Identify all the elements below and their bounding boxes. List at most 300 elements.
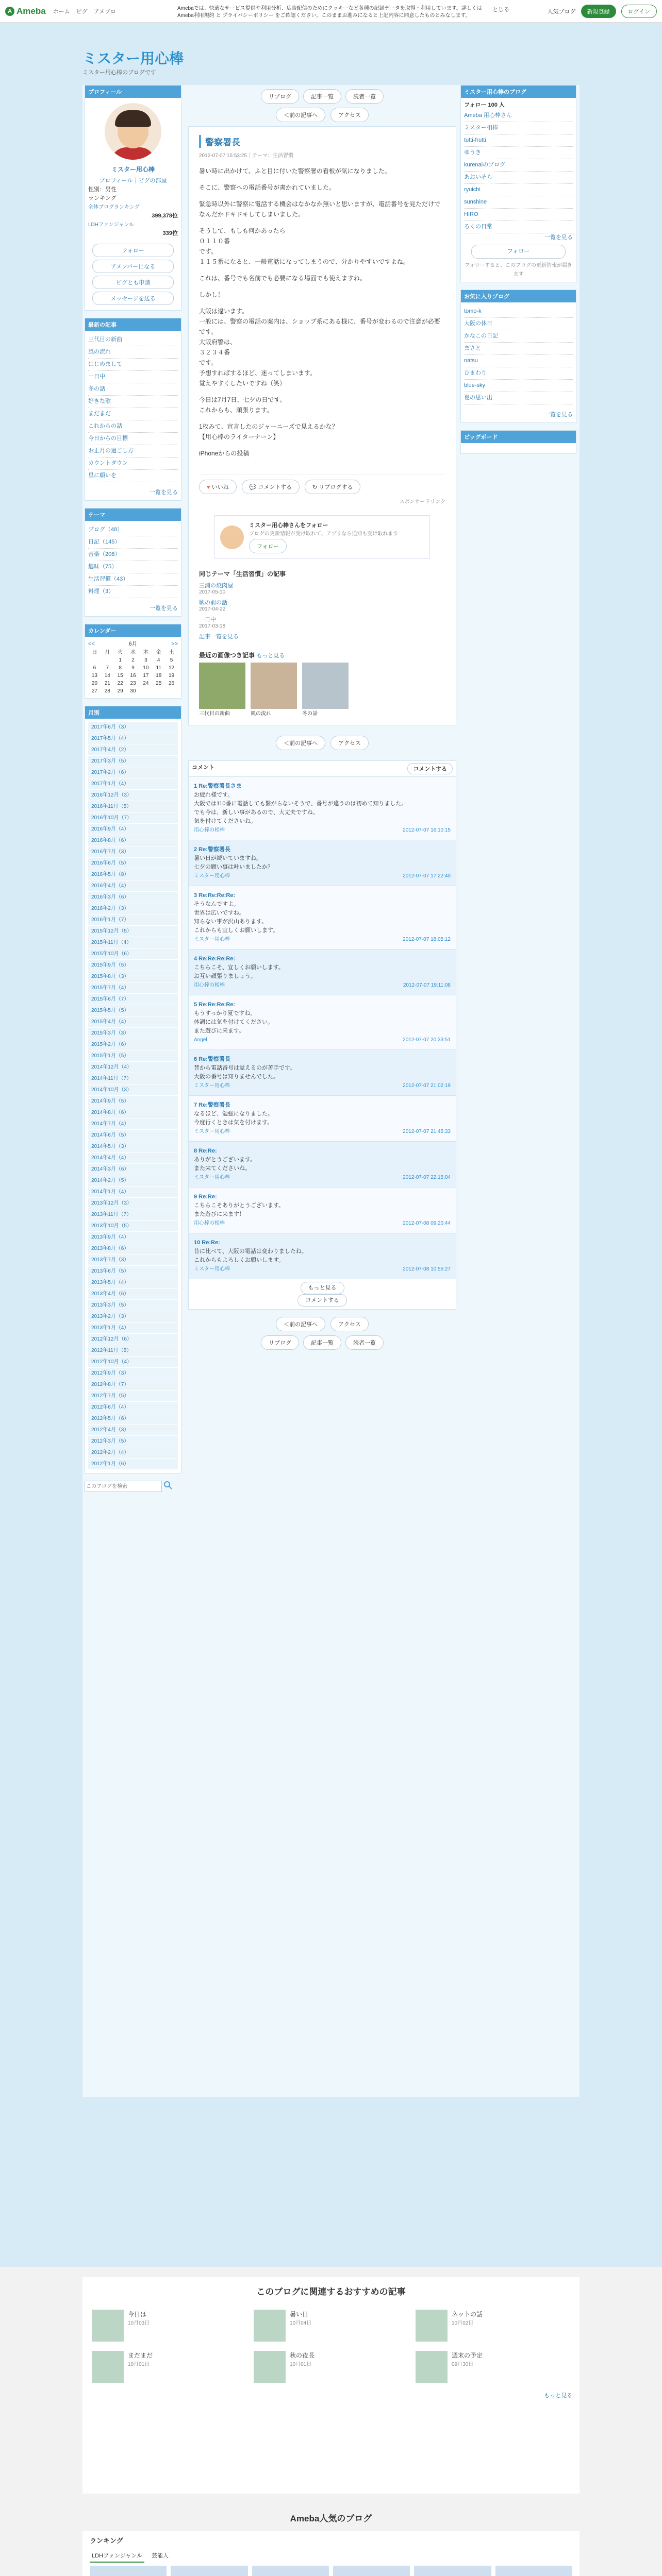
recommend-text — [128, 2310, 150, 2326]
latest-article-link[interactable]: まだまだ — [88, 408, 178, 420]
calendar-day[interactable]: 24 — [143, 681, 149, 686]
calendar-day[interactable]: 8 — [119, 665, 122, 671]
prev-article-button[interactable]: ＜前の記事へ — [276, 108, 325, 122]
prev-article-footer[interactable]: ＜前の記事へ — [276, 1317, 325, 1331]
comment-button[interactable]: 💬 コメントする — [242, 480, 300, 494]
comment-write-button[interactable]: コメントする — [407, 763, 453, 774]
popular-grid — [199, 663, 445, 717]
archive-month-link[interactable]: 2013年3月（5） — [88, 1300, 178, 1311]
article-paragraph: そこに、警察への電話番号が書かれていました。 — [199, 184, 336, 191]
recommend-more[interactable]: もっと見る — [544, 2393, 572, 2399]
comment-write-bottom[interactable]: コメントする — [297, 1294, 347, 1307]
recommend-text — [452, 2310, 483, 2326]
right-sidebar — [460, 85, 576, 461]
comment-item — [189, 1142, 456, 1188]
archive-month-link[interactable]: 2015年9月（5） — [88, 960, 178, 971]
follow-blog-link[interactable]: あおいそら — [464, 172, 573, 184]
follow-blog-link[interactable]: tutti-frutti — [464, 134, 573, 147]
archive-month-link[interactable]: 2014年4月（4） — [88, 1153, 178, 1164]
archive-month-link[interactable]: 2014年9月（5） — [88, 1096, 178, 1107]
profile-link[interactable]: プロフィール｜ピグの部屋 — [99, 178, 167, 184]
comment-title: 3 Re:Re:Re:Re: — [194, 892, 236, 899]
archive-month-link[interactable]: 2013年9月（4） — [88, 1232, 178, 1243]
archive-month-link[interactable]: 2015年6月（7） — [88, 994, 178, 1005]
popular-more[interactable]: もっと見る — [256, 653, 285, 659]
register-button[interactable]: 新規登録 — [581, 5, 616, 18]
ranking-item[interactable] — [495, 2566, 572, 2576]
same-theme-more[interactable]: 記事一覧を見る — [199, 634, 239, 640]
favorite-blog-link[interactable]: ひまわり — [464, 367, 573, 380]
archive-month-link[interactable]: 2013年6月（5） — [88, 1266, 178, 1277]
calendar-day — [165, 687, 178, 695]
comment-date: 2012-07-08 09:20:44 — [403, 1221, 451, 1226]
ranking-tab-ldh[interactable]: LDHファンジャンル — [90, 2549, 144, 2563]
follow-blog-link[interactable]: kurenaiのブログ — [464, 159, 573, 172]
archive-month-link[interactable]: 2012年5月（6） — [88, 1413, 178, 1425]
pig-board-header: ピッグボード — [461, 431, 576, 443]
comment-meta — [194, 1173, 451, 1182]
archive-month-link[interactable]: 2013年10月（5） — [88, 1221, 178, 1232]
reader-list-bottom[interactable]: 読者一覧 — [345, 1335, 384, 1350]
archive-month-link[interactable]: 2017年1月（4） — [88, 778, 178, 790]
archive-month-link[interactable]: 2015年12月（5） — [88, 926, 178, 937]
archive-month-link[interactable]: 2013年8月（6） — [88, 1243, 178, 1255]
follow-box-button[interactable]: フォロー — [471, 245, 566, 259]
author-follow-text: ミスター用心棒さんをフォロー — [249, 522, 328, 529]
nav-home[interactable]: ホーム — [53, 8, 70, 15]
article-paragraph: 1枚みて、宣言したのジャーニーズで見えるかな？ 【用心棒のライターナーン】 — [199, 423, 338, 440]
recommend-thumbnail[interactable] — [416, 2310, 448, 2342]
archive-month-link[interactable]: 2016年11月（5） — [88, 801, 178, 812]
theme-link[interactable]: 日記（145） — [88, 536, 178, 549]
favorite-blog-link[interactable]: 夏の思い出 — [464, 392, 573, 404]
same-theme-header: 同じテーマ「生活習慣」の記事 — [199, 570, 286, 578]
comment-author[interactable]: ミスター用心棒 — [194, 1083, 230, 1089]
popular-thumbnail[interactable] — [251, 663, 297, 709]
bottom-actions — [188, 1335, 456, 1350]
calendar-day[interactable]: 28 — [104, 688, 110, 694]
popular-thumbnail[interactable] — [199, 663, 245, 709]
comment-meta — [194, 1265, 451, 1274]
archive-month-link[interactable]: 2013年7月（3） — [88, 1255, 178, 1266]
calendar-day[interactable]: 3 — [144, 657, 147, 663]
theme-link[interactable]: ブログ（48） — [88, 524, 178, 536]
recommend-item[interactable] — [92, 2351, 246, 2383]
calendar-day[interactable]: 26 — [169, 681, 175, 686]
archive-month-link[interactable]: 2012年4月（3） — [88, 1425, 178, 1436]
comment-meta — [194, 826, 451, 835]
archive-month-link[interactable]: 2015年8月（3） — [88, 971, 178, 982]
archive-month-link[interactable]: 2012年8月（7） — [88, 1379, 178, 1391]
latest-article-link[interactable]: はじめまして — [88, 359, 178, 371]
calendar-next[interactable]: >> — [171, 641, 178, 647]
article-paragraph: iPhoneからの投稿 — [199, 450, 250, 457]
footer-article-nav — [188, 1317, 456, 1331]
archive-month-link[interactable]: 2015年5月（5） — [88, 1005, 178, 1016]
ranking-thumbnail[interactable] — [252, 2566, 329, 2576]
ranking-item[interactable] — [90, 2566, 167, 2576]
calendar-day[interactable]: 7 — [106, 665, 109, 671]
follow-blog-link[interactable]: sunshine — [464, 196, 573, 209]
calendar-day[interactable]: 4 — [157, 657, 160, 663]
archive-month-link[interactable]: 2014年6月（5） — [88, 1130, 178, 1141]
calendar-weekday: 土 — [169, 650, 174, 655]
top-article-nav — [188, 108, 456, 122]
article — [188, 126, 456, 725]
same-theme-date: 2017-03-18 — [199, 623, 226, 629]
archive-month-link[interactable]: 2012年6月（4） — [88, 1402, 178, 1413]
ranking-item[interactable] — [414, 2566, 491, 2576]
favorite-blog-link[interactable]: natsu — [464, 355, 573, 367]
ranking-thumbnail[interactable] — [495, 2566, 572, 2576]
archive-month-link[interactable]: 2014年12月（4） — [88, 1062, 178, 1073]
comment-author[interactable]: 用心棒の相棒 — [194, 982, 225, 988]
ranking-row — [82, 2563, 580, 2576]
avatar[interactable] — [105, 103, 161, 160]
same-theme-item — [199, 615, 445, 629]
comment-author[interactable]: Angel — [194, 1037, 207, 1043]
profile-gender: 性別：男性 — [88, 187, 117, 193]
calendar-prev[interactable]: << — [88, 641, 95, 647]
calendar-day[interactable]: 22 — [117, 681, 123, 686]
amember-button[interactable]: アメンバーになる — [92, 260, 174, 273]
follow-blog-link[interactable]: ろくの日常 — [464, 221, 573, 233]
comment-body: 暑い日が続いていますね。 七夕の願い事は叶いましたか？ — [194, 855, 273, 870]
ameba-logo[interactable]: A Ameba — [5, 6, 46, 16]
calendar-day — [152, 687, 165, 695]
notice-close-button[interactable]: とじる — [492, 7, 509, 13]
ranking-item[interactable] — [333, 2566, 410, 2576]
calendar-day[interactable]: 20 — [91, 681, 97, 686]
search-input[interactable] — [85, 1481, 162, 1492]
calendar-day[interactable]: 9 — [131, 665, 135, 671]
reblog-button[interactable]: リブログ — [261, 89, 299, 104]
favorite-blog-link[interactable]: blue-sky — [464, 380, 573, 392]
theme-link[interactable]: 生活習慣（43） — [88, 573, 178, 586]
archive-month-link[interactable]: 2014年7月（4） — [88, 1118, 178, 1130]
archive-month-link[interactable]: 2013年11月（7） — [88, 1209, 178, 1221]
calendar-day[interactable]: 17 — [143, 673, 149, 679]
calendar-month: 6月 — [128, 641, 138, 647]
archive-month-link[interactable]: 2013年12月（3） — [88, 1198, 178, 1209]
recommend-item[interactable] — [416, 2351, 570, 2383]
theme-link[interactable]: 音楽（208） — [88, 549, 178, 561]
access-footer[interactable]: アクセス — [330, 1317, 369, 1331]
latest-article-link[interactable]: 一日中 — [88, 371, 178, 383]
ranking-genre[interactable]: 全体ブログランキング — [88, 205, 140, 210]
ranking-tab-celebrity[interactable]: 芸能人 — [152, 2553, 169, 2559]
calendar-day[interactable]: 6 — [93, 665, 96, 671]
favorite-blog-link[interactable]: かなこの日記 — [464, 330, 573, 343]
archive-month-link[interactable]: 2014年8月（6） — [88, 1107, 178, 1118]
footer-area — [0, 2267, 662, 2576]
archive-month-link[interactable]: 2016年1月（7） — [88, 914, 178, 926]
archive-month-link[interactable]: 2016年3月（6） — [88, 892, 178, 903]
calendar-day[interactable]: 15 — [117, 673, 123, 679]
archive-month-link[interactable]: 2016年10月（7） — [88, 812, 178, 824]
latest-article-link[interactable]: 今日からの目標 — [88, 433, 178, 445]
archive-month-link[interactable]: 2014年1月（4） — [88, 1187, 178, 1198]
archive-month-link[interactable]: 2015年11月（4） — [88, 937, 178, 948]
calendar-day[interactable]: 25 — [156, 681, 162, 686]
ranking-value: 399,378位 — [152, 213, 178, 219]
archive-month-link[interactable]: 2015年1月（5） — [88, 1050, 178, 1062]
comment-meta — [194, 872, 451, 880]
latest-article-link[interactable]: 好きな歌 — [88, 396, 178, 408]
reader-list-button[interactable]: 読者一覧 — [345, 89, 384, 104]
article-paragraph: そうして、もしも何かあったら ０１１０番 です。 １１５番になると、一般電話になってしまうので、分かりやすいですよね。 — [199, 227, 409, 265]
archive-month-link[interactable]: 2016年8月（6） — [88, 835, 178, 846]
latest-article-link[interactable]: これからの話 — [88, 420, 178, 433]
recommend-title[interactable]: 秋の夜長 — [290, 2352, 315, 2359]
latest-article-link[interactable]: 風の流れ — [88, 346, 178, 359]
calendar-day[interactable]: 13 — [91, 673, 97, 679]
comment-date: 2012-07-07 18:05:12 — [403, 937, 451, 942]
comment-item — [189, 995, 456, 1050]
blog-title[interactable]: ミスター用心棒 — [82, 50, 184, 66]
like-button[interactable]: ♥ いいね — [199, 480, 237, 494]
comment-author[interactable]: ミスター用心棒 — [194, 873, 230, 879]
calendar-day[interactable]: 19 — [169, 673, 175, 679]
pig-friend-button[interactable]: ピグとも申請 — [92, 276, 174, 289]
comment-date: 2012-07-07 19:11:08 — [403, 982, 451, 988]
follow-blog-link[interactable]: HIRO — [464, 209, 573, 221]
message-button[interactable]: メッセージを送る — [92, 292, 174, 305]
comment-meta — [194, 1127, 451, 1136]
archive-month-link[interactable]: 2016年12月（3） — [88, 790, 178, 801]
theme-link[interactable]: 趣味（75） — [88, 561, 178, 573]
calendar-day[interactable]: 30 — [130, 688, 136, 694]
favorite-blog-link[interactable]: まさと — [464, 343, 573, 355]
comment-meta — [194, 1219, 451, 1228]
popular-item[interactable] — [302, 663, 349, 717]
archive-month-link[interactable]: 2016年6月（5） — [88, 858, 178, 869]
same-theme-item — [199, 581, 445, 595]
recommend-title[interactable]: 週末の予定 — [452, 2352, 483, 2359]
ranking-thumbnail[interactable] — [333, 2566, 410, 2576]
popular-blogs-link[interactable]: 人気ブログ — [547, 8, 576, 15]
calendar-day[interactable]: 2 — [131, 657, 135, 663]
calendar-day[interactable]: 1 — [119, 657, 122, 663]
follow-blog-link[interactable]: ミスター相棒 — [464, 122, 573, 134]
archive-month-link[interactable]: 2017年5月（4） — [88, 733, 178, 744]
archive-month-link[interactable]: 2015年10月（6） — [88, 948, 178, 960]
ranking-item[interactable] — [171, 2566, 247, 2576]
themes-more-link[interactable]: 一覧を見る — [150, 605, 178, 612]
comments-more-button[interactable]: もっと見る — [301, 1282, 344, 1294]
comment-meta — [194, 1081, 451, 1090]
calendar-day[interactable]: 14 — [104, 673, 110, 679]
reblog-bottom[interactable]: リブログ — [261, 1335, 299, 1350]
reblog-article-button[interactable]: ↻ リブログする — [305, 480, 360, 494]
archive-month-link[interactable]: 2012年10月（4） — [88, 1357, 178, 1368]
ranking-thumbnail[interactable] — [414, 2566, 491, 2576]
follow-list — [464, 110, 573, 233]
calendar-day[interactable]: 16 — [130, 673, 136, 679]
archive-month-link[interactable]: 2013年4月（6） — [88, 1289, 178, 1300]
comment-author[interactable]: 用心棒の相棒 — [194, 827, 225, 833]
comment-title: 6 Re:警察署長 — [194, 1056, 230, 1062]
prev-article-bottom[interactable]: ＜前の記事へ — [276, 736, 325, 750]
archive-month-link[interactable]: 2012年12月（6） — [88, 1334, 178, 1345]
recommend-thumbnail[interactable] — [254, 2351, 286, 2383]
comment-author[interactable]: ミスター用心棒 — [194, 1175, 230, 1180]
comment-body: こちらこそ、宜しくお願いします。 お互い頑張りましょう。 — [194, 964, 284, 979]
recommend-item[interactable] — [416, 2310, 570, 2342]
archive-month-link[interactable]: 2012年7月（5） — [88, 1391, 178, 1402]
archive-header: 月別 — [85, 706, 181, 719]
latest-article-link[interactable]: 冬の話 — [88, 383, 178, 396]
same-theme-date: 2017-04-22 — [199, 606, 226, 612]
calendar-day[interactable]: 18 — [156, 673, 162, 679]
favorite-blog-link[interactable]: 大阪の休日 — [464, 318, 573, 330]
theme-link[interactable]: 料理（3） — [88, 586, 178, 598]
archive-month-link[interactable]: 2012年3月（5） — [88, 1436, 178, 1447]
comment-author[interactable]: ミスター用心棒 — [194, 1266, 230, 1272]
recommend-title[interactable]: 今日は — [128, 2311, 147, 2318]
recommend-title[interactable]: まだまだ — [128, 2352, 153, 2359]
ranking-item[interactable] — [252, 2566, 329, 2576]
favorite-more[interactable]: 一覧を見る — [544, 412, 573, 418]
nav-ameblo[interactable]: アメブロ — [93, 8, 117, 15]
reblog-icon: ↻ — [312, 484, 318, 490]
calendar-day[interactable]: 10 — [143, 665, 149, 671]
search-icon[interactable] — [163, 1481, 174, 1491]
follow-blog-link[interactable]: ryuichi — [464, 184, 573, 196]
same-theme-link[interactable]: 三浦の焼肉屋 — [199, 583, 233, 589]
latest-article-link[interactable]: お正月の過ごし方 — [88, 445, 178, 457]
comments-box — [188, 760, 456, 1310]
recommend-thumbnail[interactable] — [92, 2351, 124, 2383]
nav-pig[interactable]: ピグ — [76, 8, 88, 15]
recommend-date: 10月03日 — [128, 2320, 150, 2326]
calendar-day[interactable]: 12 — [169, 665, 175, 671]
archive-month-link[interactable]: 2012年2月（4） — [88, 1447, 178, 1459]
archive-month-link[interactable]: 2016年9月（4） — [88, 824, 178, 835]
comment-author[interactable]: ミスター用心棒 — [194, 1129, 230, 1134]
archive-month-link[interactable]: 2016年5月（8） — [88, 869, 178, 880]
archive-month-link[interactable]: 2012年1月（6） — [88, 1459, 178, 1470]
same-theme-link[interactable]: 一日中 — [199, 617, 216, 623]
archive-month-link[interactable]: 2013年1月（4） — [88, 1323, 178, 1334]
archive-month-link[interactable]: 2014年5月（3） — [88, 1141, 178, 1153]
follow-button[interactable]: フォロー — [92, 244, 174, 257]
latest-article-link[interactable]: 三代目の新曲 — [88, 334, 178, 346]
ranking-label: ランキング — [90, 2537, 123, 2545]
calendar-day[interactable]: 5 — [170, 657, 173, 663]
archive-month-link[interactable]: 2014年2月（5） — [88, 1175, 178, 1187]
access-button[interactable]: アクセス — [330, 108, 369, 122]
author-avatar[interactable] — [220, 526, 244, 549]
calendar-weekday: 日 — [92, 650, 97, 655]
comments-header: コメント — [192, 765, 214, 771]
popular-item[interactable] — [251, 663, 297, 717]
archive-month-link[interactable]: 2017年6月（3） — [88, 722, 178, 733]
recommend-title[interactable]: 暑い日 — [290, 2311, 309, 2318]
archive-month-link[interactable]: 2014年11月（7） — [88, 1073, 178, 1084]
archive-month-link[interactable]: 2015年2月（6） — [88, 1039, 178, 1050]
access-bottom[interactable]: アクセス — [330, 736, 369, 750]
calendar-day[interactable]: 29 — [117, 688, 123, 694]
calendar-day[interactable]: 21 — [104, 681, 110, 686]
recommend-header: このブログに関連するおすすめの記事 — [256, 2287, 406, 2297]
profile-header: プロフィール — [85, 86, 181, 98]
popular-header: 最近の画像つき記事 — [199, 652, 255, 659]
sponsored-link[interactable]: スポンサードリンク — [399, 499, 445, 505]
login-button[interactable]: ログイン — [621, 5, 657, 18]
archive-month-link[interactable]: 2016年7月（3） — [88, 846, 178, 858]
recommend-date: 10月02日 — [452, 2320, 474, 2326]
recommend-text — [128, 2351, 153, 2367]
comment-title: 7 Re:警察署長 — [194, 1102, 230, 1108]
article-paragraph: 大阪は違います。 一般には、警察の電話の案内は、ショップ系にある様に、番号が変わるので注意が必要です。 大阪府警は、 ３２３４番 です。 予想すればするほど、迷ってしまいます。 覚えやすくしたいですね（笑） — [199, 308, 440, 387]
article-list-bottom[interactable]: 記事一覧 — [303, 1335, 341, 1350]
archive-month-link[interactable]: 2015年3月（3） — [88, 1028, 178, 1039]
article-list-button[interactable]: 記事一覧 — [303, 89, 341, 104]
archive-month-link[interactable]: 2013年5月（4） — [88, 1277, 178, 1289]
archive-month-link[interactable]: 2017年2月（6） — [88, 767, 178, 778]
archive-month-link[interactable]: 2016年2月（3） — [88, 903, 178, 914]
latest-header: 最新の記事 — [85, 318, 181, 331]
comment-list — [189, 777, 456, 1279]
latest-article-link[interactable]: 星に願いを — [88, 470, 178, 482]
recommend-item[interactable] — [254, 2310, 408, 2342]
follow-blog-link[interactable]: Ameba 用心棒さん — [464, 110, 573, 122]
recommend-thumbnail[interactable] — [416, 2351, 448, 2383]
follow-more[interactable]: 一覧を見る — [544, 234, 573, 241]
follow-blog-link[interactable]: ゆうき — [464, 147, 573, 159]
latest-article-link[interactable]: カウントダウン — [88, 457, 178, 470]
recommend-thumbnail[interactable] — [92, 2310, 124, 2342]
popular-caption: 三代目の新曲 — [199, 711, 230, 717]
archive-month-link[interactable]: 2017年3月（5） — [88, 756, 178, 767]
ranking-thumbnail[interactable] — [171, 2566, 247, 2576]
archive-month-link[interactable]: 2015年7月（4） — [88, 982, 178, 994]
recommend-item[interactable] — [92, 2310, 246, 2342]
archive-month-link[interactable]: 2014年10月（3） — [88, 1084, 178, 1096]
popular-thumbnail[interactable] — [302, 663, 349, 709]
comment-title: 8 Re:Re: — [194, 1148, 217, 1154]
archive-month-link[interactable]: 2015年4月（4） — [88, 1016, 178, 1028]
same-theme-list — [199, 581, 445, 629]
archive-month-link[interactable]: 2012年9月（3） — [88, 1368, 178, 1379]
article-title[interactable]: 警察署長 — [199, 135, 445, 148]
recommend-title[interactable]: ネットの話 — [452, 2311, 483, 2318]
favorite-blog-link[interactable]: tomo-k — [464, 306, 573, 318]
archive-month-link[interactable]: 2014年3月（6） — [88, 1164, 178, 1175]
recommend-thumbnail[interactable] — [254, 2310, 286, 2342]
recommend-item[interactable] — [254, 2351, 408, 2383]
profile-name[interactable]: ミスター用心棒 — [111, 166, 155, 173]
archive-month-link[interactable]: 2017年4月（2） — [88, 744, 178, 756]
ranking-genre2[interactable]: LDHファンジャンル — [88, 222, 135, 228]
calendar-day[interactable]: 11 — [156, 665, 161, 671]
comment-author[interactable]: ミスター用心棒 — [194, 937, 230, 942]
calendar-day[interactable]: 27 — [91, 688, 97, 694]
archive-month-link[interactable]: 2012年11月（5） — [88, 1345, 178, 1357]
same-theme-link[interactable]: 駅の前の話 — [199, 600, 227, 606]
latest-more-link[interactable]: 一覧を見る — [150, 489, 178, 496]
ranking-thumbnail[interactable] — [90, 2566, 167, 2576]
comment-author[interactable]: 用心棒の相棒 — [194, 1221, 225, 1226]
comment-item — [189, 886, 456, 950]
popular-item[interactable] — [199, 663, 245, 717]
left-sidebar — [85, 85, 181, 1492]
author-follow-button[interactable]: フォロー — [249, 539, 287, 553]
archive-month-link[interactable]: 2016年4月（4） — [88, 880, 178, 892]
archive-month-link[interactable]: 2013年2月（3） — [88, 1311, 178, 1323]
calendar-day[interactable]: 23 — [130, 681, 136, 686]
